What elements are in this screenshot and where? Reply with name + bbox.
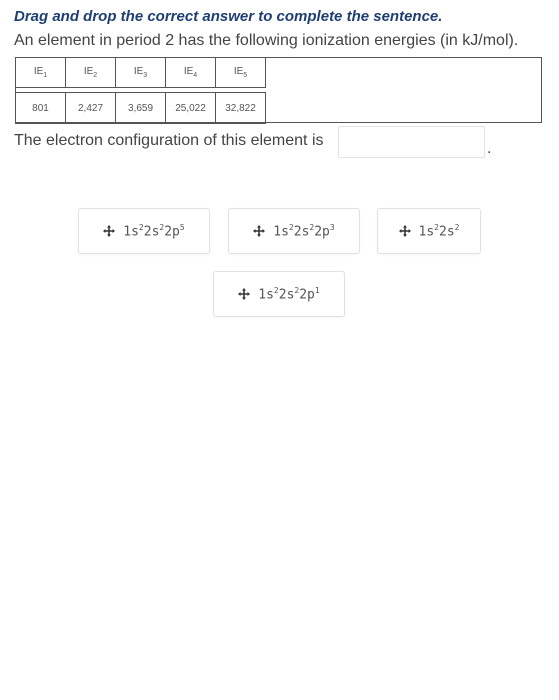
- answer-option-2[interactable]: [228, 208, 360, 254]
- instruction-text: Drag and drop the correct answer to complete the sentence.: [14, 8, 443, 25]
- value-ie1: 801: [16, 93, 66, 124]
- header-ie3: $IE_3$: [116, 58, 166, 88]
- answer-drop-zone[interactable]: [338, 126, 485, 158]
- answer-option-1[interactable]: [78, 208, 210, 254]
- option-label: $1s^22s^22p^1$: [258, 285, 320, 303]
- option-label: $1s^22s^22p^5$: [123, 222, 185, 240]
- header-ie4: $IE_4$: [166, 58, 216, 88]
- answer-option-3[interactable]: [377, 208, 481, 254]
- ionization-energy-table: [15, 57, 542, 123]
- header-ie2: $IE_2$: [66, 58, 116, 88]
- move-icon: [238, 288, 250, 300]
- move-icon: [399, 225, 411, 237]
- value-ie4: 25,022: [166, 93, 216, 124]
- sentence-period: .: [487, 140, 492, 157]
- move-icon: [103, 225, 115, 237]
- header-ie1: $IE_1$: [16, 58, 66, 88]
- option-label: $1s^22s^22p^3$: [273, 222, 335, 240]
- value-ie5: 32,822: [216, 93, 266, 124]
- value-ie3: 3,659: [116, 93, 166, 124]
- value-ie2: 2,427: [66, 93, 116, 124]
- question-text: An element in period 2 has the following ionization energies (in kJ/mol).: [14, 32, 519, 49]
- option-label: $1s^22s^2$: [418, 222, 460, 240]
- header-ie5: $IE_5$: [216, 58, 266, 88]
- answer-option-4[interactable]: [213, 271, 345, 317]
- sentence-text: The electron configuration of this element is: [14, 132, 324, 149]
- move-icon: [253, 225, 265, 237]
